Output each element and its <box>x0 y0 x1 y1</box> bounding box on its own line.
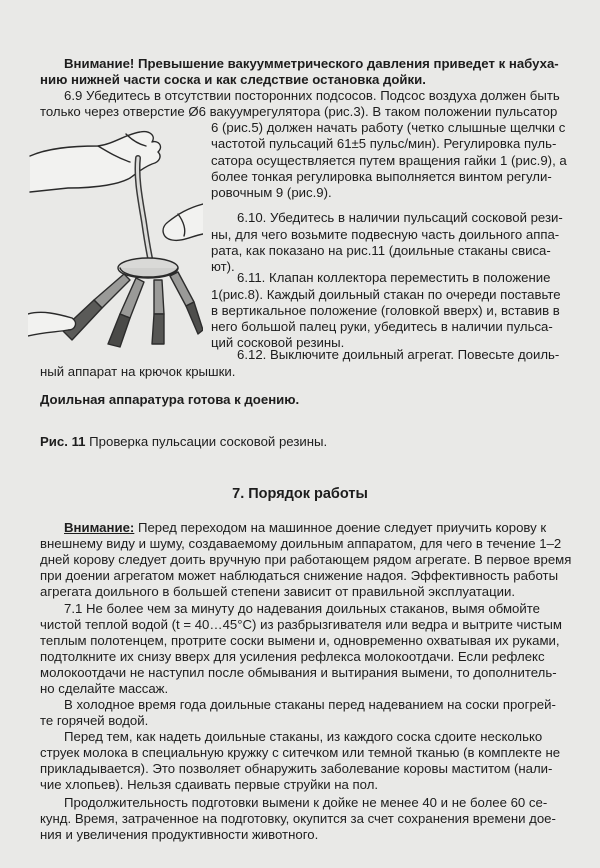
figure-caption-label: Рис. 11 <box>40 434 86 449</box>
p610-line-1: 6.10. Убедитесь в наличии пульсаций сосковой рези- <box>237 210 563 225</box>
milking-cluster-illustration <box>28 118 203 348</box>
p611-line-4: него большой палец руки, убедитесь в наличии пульса- <box>211 319 553 334</box>
attention-text-1: Перед переходом на машинное доение следует приучить корову к <box>134 520 547 535</box>
p611-line-5: ций сосковой резины. <box>211 335 345 350</box>
p69-line-3: 6 (рис.5) должен начать работу (четко слышные щелчки с <box>211 120 566 135</box>
before-line-4: чие хлопьев). Нельзя сдаивать первые струйки на пол. <box>40 777 379 792</box>
p69-line-6: более тонкая регулировка выполняется винтом регули- <box>211 169 552 184</box>
p612-line-2: ный аппарат на крючок крышки. <box>40 364 236 379</box>
figure-caption <box>40 434 327 451</box>
section-title: 7. Порядок работы <box>232 486 368 502</box>
warning-line-1: Внимание! Превышение вакуумметрического давления приведет к набуха- <box>64 56 559 71</box>
p69-line-4: частотой пульсаций 61±5 пульс/мин). Регулировка пуль- <box>211 136 557 151</box>
p71-line-4: подтолкните их снизу вверх для усиления рефлекса молокоотдачи. Если рефлекс <box>40 649 545 664</box>
p610-line-4: ют). <box>211 259 235 274</box>
p71-line-6: но сделайте массаж. <box>40 681 169 696</box>
attention-line-3: дней корову следует доить вручную при работающем рядом агрегате. В первое время <box>40 552 572 567</box>
attention-label: Внимание: <box>64 520 135 535</box>
cold-line-2: те горячей водой. <box>40 713 149 728</box>
p71-line-1: 7.1 Не более чем за минуту до надевания доильных стаканов, вымя обмойте <box>64 601 540 616</box>
attention-line-2: внешнему виду и шуму, создаваемому доильным аппаратом, для чего в течение 1–2 <box>40 536 562 551</box>
p71-line-5: молокоотдачи не наступил после обмывания и вытирания вымени, то дополнитель- <box>40 665 557 680</box>
before-line-3: прикладывается). Это позволяет обнаружить заболевание коровы маститом (нали- <box>40 761 553 776</box>
p611-line-2: 1(рис.8). Каждый доильный стакан по очереди поставьте <box>211 287 561 302</box>
before-line-1: Перед тем, как надеть доильные стаканы, из каждого соска сдоите несколько <box>64 729 543 744</box>
p611-line-3: в вертикальное положение (головкой вверх) и, вставив в <box>211 303 560 318</box>
duration-line-2: кунд. Время, затраченное на подготовку, окупится за счет сохранения времени дое- <box>40 811 556 826</box>
p71-line-3: теплым полотенцем, протрите соски вымени и, одновременно охватывая их руками, <box>40 633 560 648</box>
p71-line-2: чистой теплой водой (t = 40…45°C) из разбрызгивателя или ведра и вытрите чистым <box>40 617 562 632</box>
attention-line-5: агрегата доильного в большей степени зависит от правильной эксплуатации. <box>40 584 516 599</box>
figure-caption-text: Проверка пульсации сосковой резины. <box>85 434 328 449</box>
ready-statement: Доильная аппаратура готова к доению. <box>40 392 300 407</box>
p69-line-5: сатора осуществляется путем вращения гайки 1 (рис.9), а <box>211 153 567 168</box>
duration-line-1: Продолжительность подготовки вымени к дойке не менее 40 и не более 60 се- <box>64 795 548 810</box>
cold-line-1: В холодное время года доильные стаканы перед надеванием на соски прогрей- <box>64 697 556 712</box>
p612-line-1: 6.12. Выключите доильный агрегат. Повесьте доиль- <box>237 347 560 362</box>
before-line-2: струек молока в специальную кружку с ситечком или темной тканью (в комплекте не <box>40 745 561 760</box>
warning-line-2: нию нижней части соска и как следствие остановка дойки. <box>40 72 426 87</box>
p610-line-2: ны, для чего возьмите подвесную часть доильного аппа- <box>211 227 560 242</box>
attention-line-1 <box>64 520 546 537</box>
p69-line-7: ровочным 9 (рис.9). <box>211 185 332 200</box>
p610-line-3: рата, как показано на рис.11 (доильные стаканы свиса- <box>211 243 551 258</box>
duration-line-3: ния и увеличения продуктивности животного. <box>40 827 319 842</box>
p69-line-1: 6.9 Убедитесь в отсутствии посторонних подсосов. Подсос воздуха должен быть <box>64 88 560 103</box>
attention-line-4: при доении агрегатом может наблюдаться снижение надоя. Эффективность работы <box>40 568 559 583</box>
p69-line-2: только через отверстие Ø6 вакуумрегулятора (рис.3). В таком положении пульсатор <box>40 104 558 119</box>
p611-line-1: 6.11. Клапан коллектора переместить в положение <box>237 270 551 285</box>
